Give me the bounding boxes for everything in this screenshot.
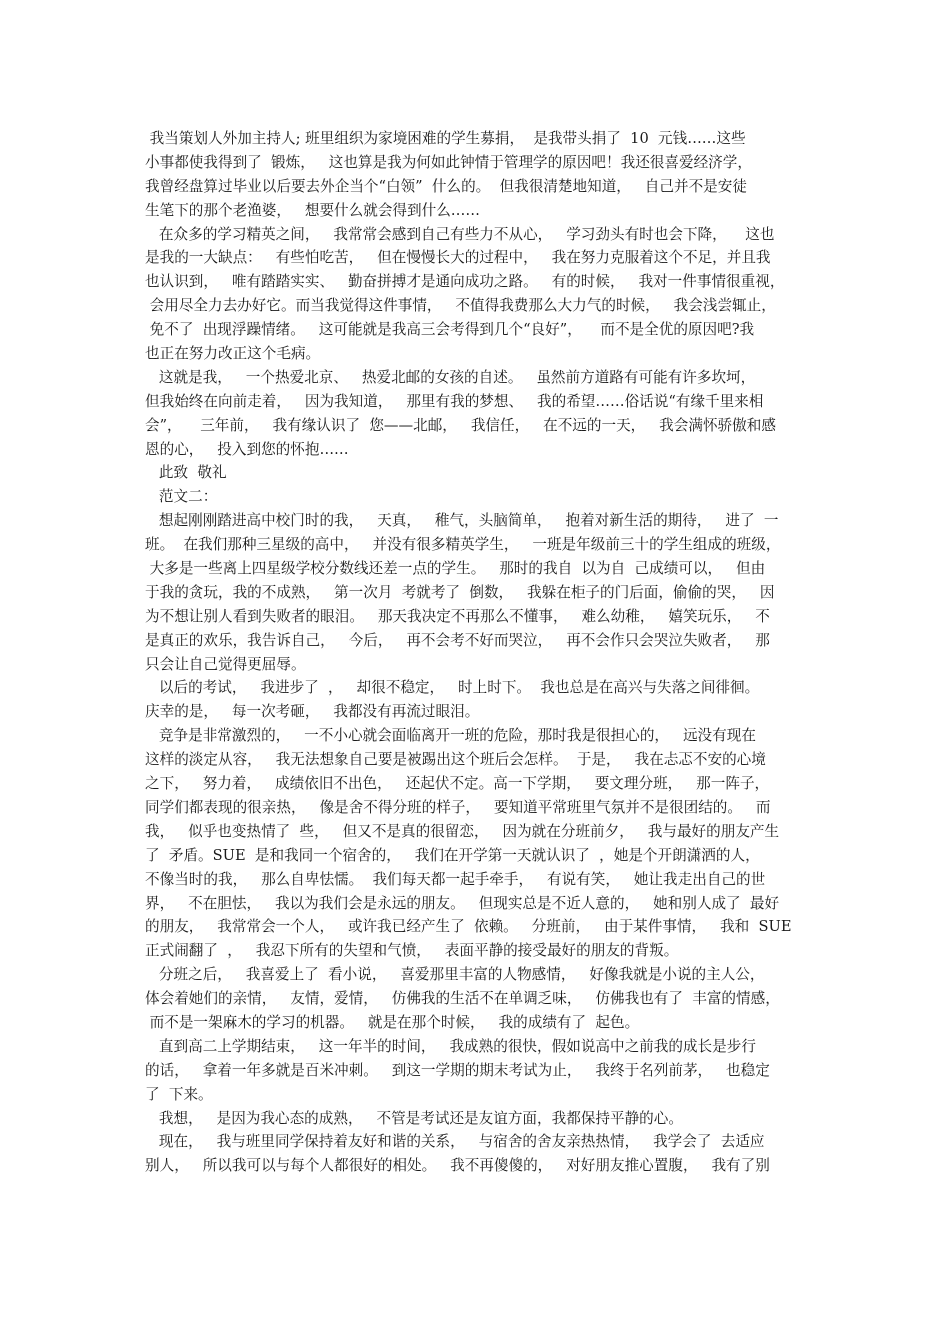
text-line: 为不想让别人看到失败者的眼泪。 那天我决定不再那么不懂事， 难么幼稚， 嬉笑玩乐， 不 <box>145 607 770 625</box>
text-line: 班。 在我们那种三星级的高中， 并没有很多精英学生， 一班是年级前三十的学生组成的班级， <box>145 536 781 554</box>
text-line: 体会着她们的亲情， 友情，爱情， 仿佛我的生活不在单调乏味， 仿佛我也有了 丰富的情感， <box>145 990 780 1008</box>
text-line: 生笔下的那个老渔婆， 想要什么就会得到什么…… <box>145 201 480 219</box>
text-line: 同学们都表现的很亲热， 像是舍不得分班的样子， 要知道平常班里气氛并不是很团结的。 而 <box>145 798 771 816</box>
text-line: 想起刚刚踏进高中校门时的我， 天真， 稚气，头脑简单， 抱着对新生活的期待， 进了 一 <box>145 512 779 530</box>
text-line: 只会让自己觉得更屈辱。 <box>145 655 306 673</box>
text-line: 竞争是非常激烈的， 一不小心就会面临离开一班的危险，那时我是很担心的， 远没有现在 <box>145 727 756 745</box>
text-line: 也正在努力改正这个毛病。 <box>145 345 321 363</box>
text-line: 免不了 出现浮躁情绪。 这可能就是我高三会考得到几个“良好”， 而不是全优的原因吧?我 <box>145 321 755 339</box>
text-line: 我曾经盘算过毕业以后要去外企当个“白领” 什么的。 但我很清楚地知道， 自己并不是安徒 <box>145 177 747 195</box>
text-line: 以后的考试， 我进步了 ， 却很不稳定， 时上时下。 我也总是在高兴与失落之间徘徊。 <box>145 679 760 697</box>
text-line: 界， 不在胆怯， 我以为我们会是永远的朋友。 但现实总是不近人意的， 她和别人成了 最好 <box>145 894 780 912</box>
text-line: 也认识到， 唯有踏踏实实、 勤奋拼搏才是通向成功之路。 有的时候， 我对一件事情很重视， <box>145 273 785 291</box>
text-line: 是我的一大缺点： 有些怕吃苦， 但在慢慢长大的过程中， 我在努力克服着这个不足，并且我 <box>145 249 771 267</box>
text-line: 我当策划人外加主持人; 班里组织为家境困难的学生募捐， 是我带头捐了 10 元钱……这些 <box>145 130 746 147</box>
text-line: 的朋友， 我常常会一个人， 或许我已经产生了 依赖。 分班前， 由于某件事情， 我和 SUE <box>145 918 792 936</box>
text-line: 小事都使我得到了 锻炼， 这也算是我为何如此钟情于管理学的原因吧！我还很喜爱经济学， <box>145 153 752 171</box>
text-line: 的话， 拿着一年多就是百米冲刺。 到这一学期的期末考试为止， 我终于名列前茅， 也稳定 <box>145 1061 770 1079</box>
text-line: 会”， 三年前， 我有缘认识了 您——北邮， 我信任， 在不远的一天， 我会满怀骄傲和感 <box>145 416 776 434</box>
text-line: 此致 敬礼 <box>145 464 227 482</box>
text-line: 不像当时的我， 那么自卑怯懦。 我们每天都一起手牵手， 有说有笑， 她让我走出自己的世 <box>145 870 766 888</box>
text-line: 庆幸的是， 每一次考砸， 我都没有再流过眼泪。 <box>145 703 480 721</box>
text-line: 恩的心， 投入到您的怀抱…… <box>145 440 349 458</box>
text-line: 分班之后， 我喜爱上了 看小说， 喜爱那里丰富的人物感情， 好像我就是小说的主人公， <box>145 966 765 984</box>
text-line: 了 矛盾。SUE 是和我同一个宿舍的， 我们在开学第一天就认识了 ，她是个开朗潇洒的人， <box>145 846 760 864</box>
text-line: 于我的贪玩，我的不成熟， 第一次月 考就考了 倒数， 我躲在柜子的门后面，偷偷的哭， 因 <box>145 583 775 601</box>
text-line: 直到高二上学期结束， 这一年半的时间， 我成熟的很快，假如说高中之前我的成长是步行 <box>145 1037 756 1055</box>
text-line: 会用尽全力去办好它。而当我觉得这件事情， 不值得我费那么大力气的时候， 我会浅尝辄止， <box>145 297 776 315</box>
text-line: 大多是一些离上四星级学校分数线还差一点的学生。 那时的我自 以为自 己成绩可以， 但由 <box>145 560 766 578</box>
text-line: 了 下来。 <box>145 1085 213 1103</box>
text-line: 之下， 努力着， 成绩依旧不出色， 还起伏不定。高一下学期， 要文理分班， 那一阵子， <box>145 775 770 793</box>
section-heading: 范文二： <box>145 488 218 506</box>
text-line: 在众多的学习精英之间， 我常常会感到自己有些力不从心， 学习劲头有时也会下降， 这也 <box>145 225 775 243</box>
text-line: 我想， 是因为我心态的成熟， 不管是考试还是友谊方面，我都保持平静的心。 <box>145 1109 683 1127</box>
text-line: 我， 似乎也变热情了 些， 但又不是真的很留恋， 因为就在分班前夕， 我与最好的朋友产生 <box>145 822 780 840</box>
text-line: 这就是我， 一个热爱北京、 热爱北邮的女孩的自述。 虽然前方道路有可能有许多坎坷， <box>145 368 756 386</box>
text-line: 而不是一架麻木的学习的机器。 就是在那个时候， 我的成绩有了 起色。 <box>145 1013 640 1031</box>
document-body <box>145 127 813 1178</box>
text-line: 别人， 所以我可以与每个人都很好的相处。 我不再傻傻的， 对好朋友推心置腹， 我有了别 <box>145 1157 770 1175</box>
text-line: 但我始终在向前走着， 因为我知道， 那里有我的梦想、 我的希望……俗话说“有缘千里来相 <box>145 392 764 410</box>
text-line: 现在， 我与班里同学保持着友好和谐的关系， 与宿舍的舍友亲热热情， 我学会了 去适应 <box>145 1133 765 1151</box>
text-line: 是真正的欢乐，我告诉自己， 今后， 再不会考不好而哭泣， 再不会作只会哭泣失败者， 那 <box>145 631 770 649</box>
text-line: 这样的淡定从容， 我无法想象自己要是被踢出这个班后会怎样。 于是， 我在忐忑不安的心境 <box>145 751 766 769</box>
text-line: 正式闹翻了 ， 我忍下所有的失望和气愤， 表面平静的接受最好的朋友的背叛。 <box>145 942 679 960</box>
